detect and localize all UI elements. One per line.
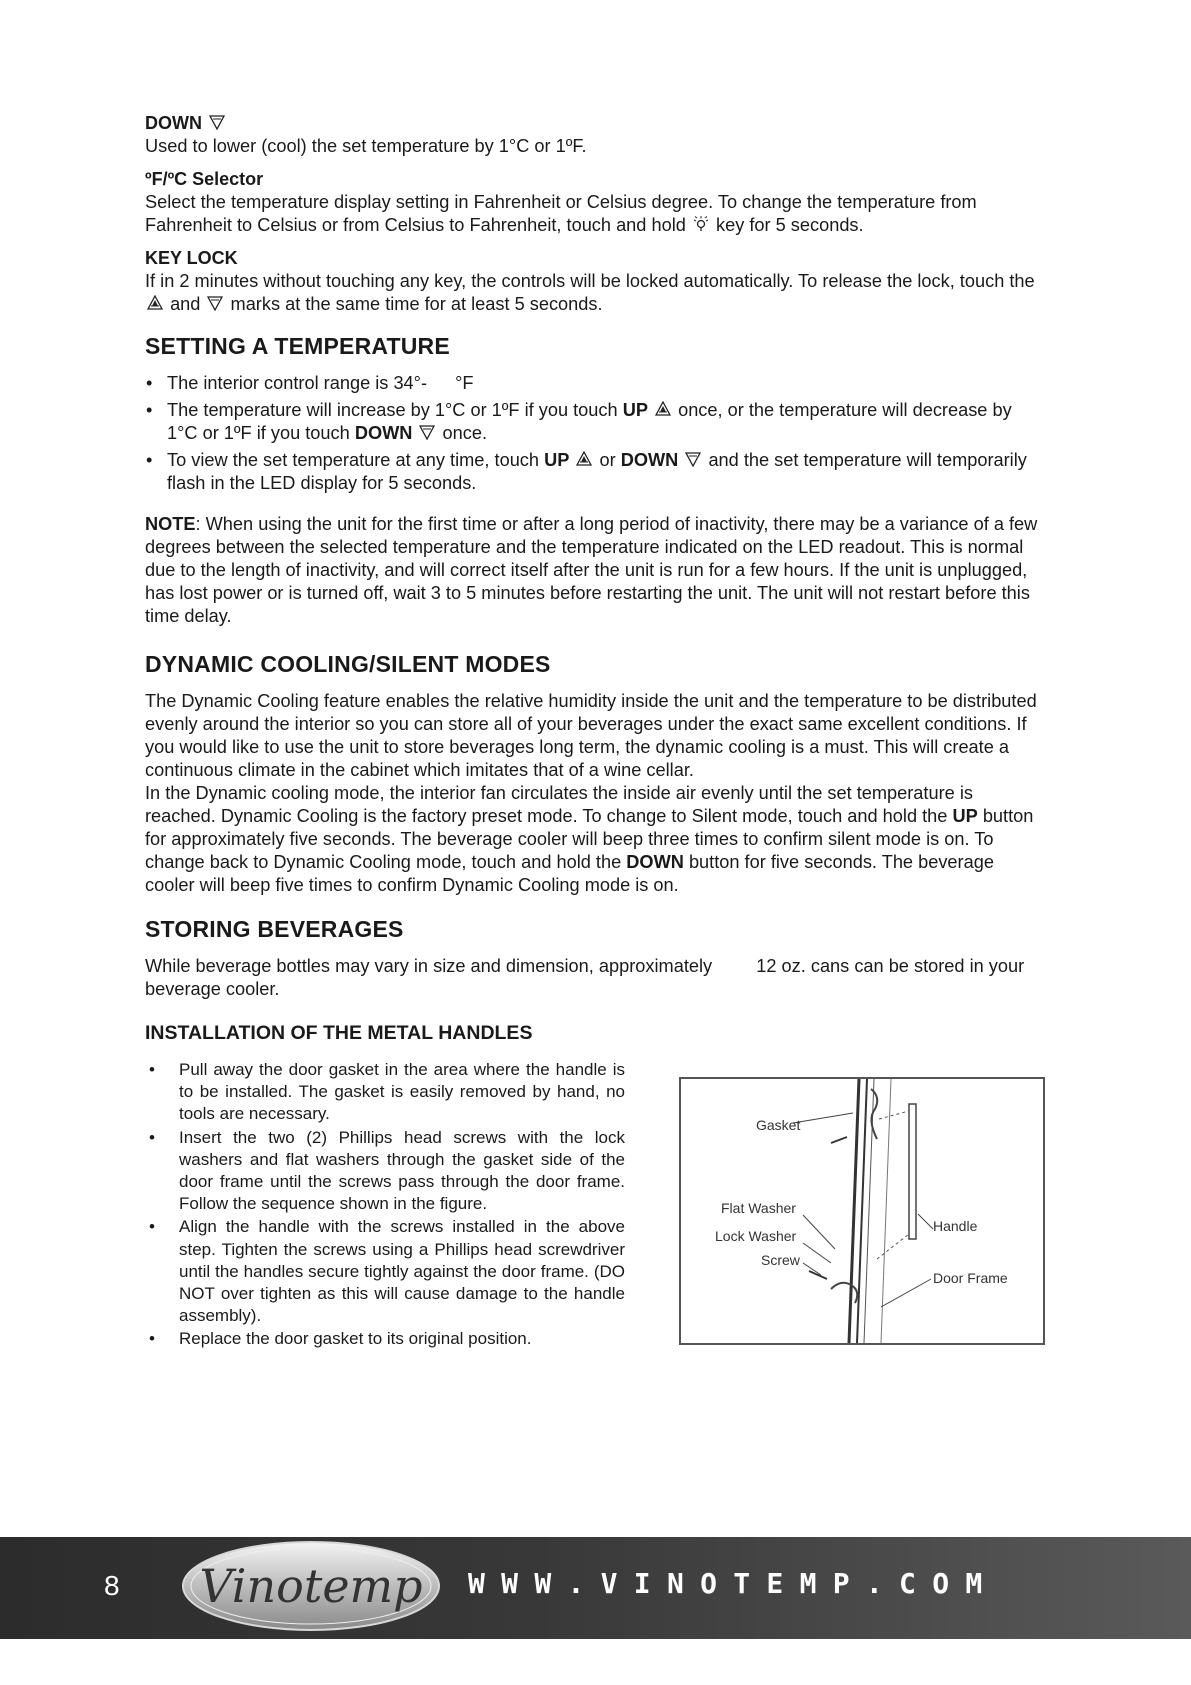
storing-paragraph: While beverage bottles may vary in size and dimension, approximately 12 oz. cans can be stored in your beverage cooler.	[145, 956, 1025, 999]
storing-heading: STORING BEVERAGES	[145, 916, 404, 942]
down-description: Used to lower (cool) the set temperature by 1°C or 1ºF.	[145, 136, 587, 156]
keylock-description: If in 2 minutes without touching any key, the controls will be locked automatically. To release the lock, touch the and marks at the same time for at least 5 seconds.	[145, 271, 1035, 314]
light-bulb-icon	[693, 216, 709, 232]
down-title: DOWN	[145, 112, 1045, 135]
dynamic-paragraph-2: In the Dynamic cooling mode, the interior fan circulates the inside air evenly until the set temperature is reached. Dynamic Cooling is the factory preset mode. To change to Silent mode, touch and hold the UP button for approximately five seconds. The beverage cooler will beep three times to confirm silent mode is on. To change back to Dynamic Cooling mode, touch and hold the DOWN button for five seconds. The beverage cooler will beep five times to confirm Dynamic Cooling mode is on.	[145, 783, 1034, 895]
install-heading: INSTALLATION OF THE METAL HANDLES	[145, 1022, 533, 1044]
screw-label: Screw	[761, 1252, 800, 1268]
list-item: • Replace the door gasket to its original position.	[145, 1328, 625, 1350]
setting-heading: SETTING A TEMPERATURE	[145, 333, 450, 359]
note-paragraph: NOTE: When using the unit for the first time or after a long period of inactivity, there may be a variance of a few degrees between the selected temperature and the temperature indicated on the LED readout. This is normal due to the length of inactivity, and will correct itself after the unit is run for a few hours. If the unit is unplugged, has lost power or is turned off, wait 3 to 5 minutes before restarting the unit. The unit will not restart before this time delay.	[145, 514, 1038, 626]
list-item: • Pull away the door gasket in the area where the handle is to be installed. The gasket is easily removed by hand, no tools are necessary.	[145, 1059, 625, 1126]
up-triangle-icon	[147, 295, 163, 311]
dynamic-heading: DYNAMIC COOLING/SILENT MODES	[145, 651, 551, 677]
down-triangle-icon	[685, 451, 701, 467]
door-frame-label: Door Frame	[933, 1270, 1008, 1286]
handle-label: Handle	[933, 1218, 978, 1234]
flat-washer-label: Flat Washer	[721, 1200, 796, 1216]
list-item: • Insert the two (2) Phillips head screws with the lock washers and flat washers through the gasket side of the door frame until the screws pass through the door frame. Follow the sequence shown in the figure.	[145, 1127, 625, 1216]
gasket-label: Gasket	[756, 1117, 801, 1133]
selector-description: Select the temperature display setting in Fahrenheit or Celsius degree. To change the temperature from Fahrenheit to Celsius or from Celsius to Fahrenheit, touch and hold key for 5 seconds.	[145, 192, 977, 235]
down-triangle-icon	[209, 114, 225, 130]
list-item: • To view the set temperature at any time, touch UP or DOWN and the set temperature will temporarily flash in the LED display for 5 seconds.	[145, 449, 1045, 495]
setting-list	[145, 372, 1045, 495]
page-footer	[0, 1537, 1191, 1639]
down-section	[145, 112, 1045, 158]
lock-washer-label: Lock Washer	[715, 1228, 797, 1244]
handle-installation-figure	[679, 1077, 1045, 1345]
up-triangle-icon	[576, 451, 592, 467]
logo-text: Vinotemp	[199, 1559, 423, 1613]
keylock-title: KEY LOCK	[145, 248, 238, 268]
list-item: • The temperature will increase by 1°C or 1ºF if you touch UP once, or the temperature will decrease by 1°C or 1ºF if you touch DOWN once.	[145, 399, 1045, 445]
selector-section	[145, 168, 1045, 237]
install-steps	[145, 1059, 625, 1352]
dynamic-paragraph-1: The Dynamic Cooling feature enables the relative humidity inside the unit and the temperature to be distributed evenly around the interior so you can store all of your beverages under the exact same excellent conditions. If you would like to use the unit to store beverages long term, the dynamic cooling is a must. This will create a continuous climate in the cabinet which imitates that of a wine cellar.	[145, 691, 1037, 780]
down-triangle-icon	[419, 424, 435, 440]
selector-title: ºF/ºC Selector	[145, 169, 264, 189]
website-url: WWW.VINOTEMP.COM	[468, 1567, 999, 1600]
install-section	[145, 1059, 1045, 1352]
list-item: • The interior control range is 34°- °F	[145, 372, 1045, 395]
vinotemp-logo	[180, 1539, 442, 1633]
down-triangle-icon	[207, 295, 223, 311]
list-item: • Align the handle with the screws installed in the above step. Tighten the screws using a Phillips head screwdriver until the handles secure tightly against the door frame. (DO NOT over tighten as this will cause damage to the handle assembly).	[145, 1216, 625, 1327]
keylock-section	[145, 247, 1045, 316]
up-triangle-icon	[655, 401, 671, 417]
handle-diagram	[681, 1079, 1043, 1343]
page-number: 8	[104, 1570, 120, 1601]
manual-content	[145, 112, 1045, 1352]
